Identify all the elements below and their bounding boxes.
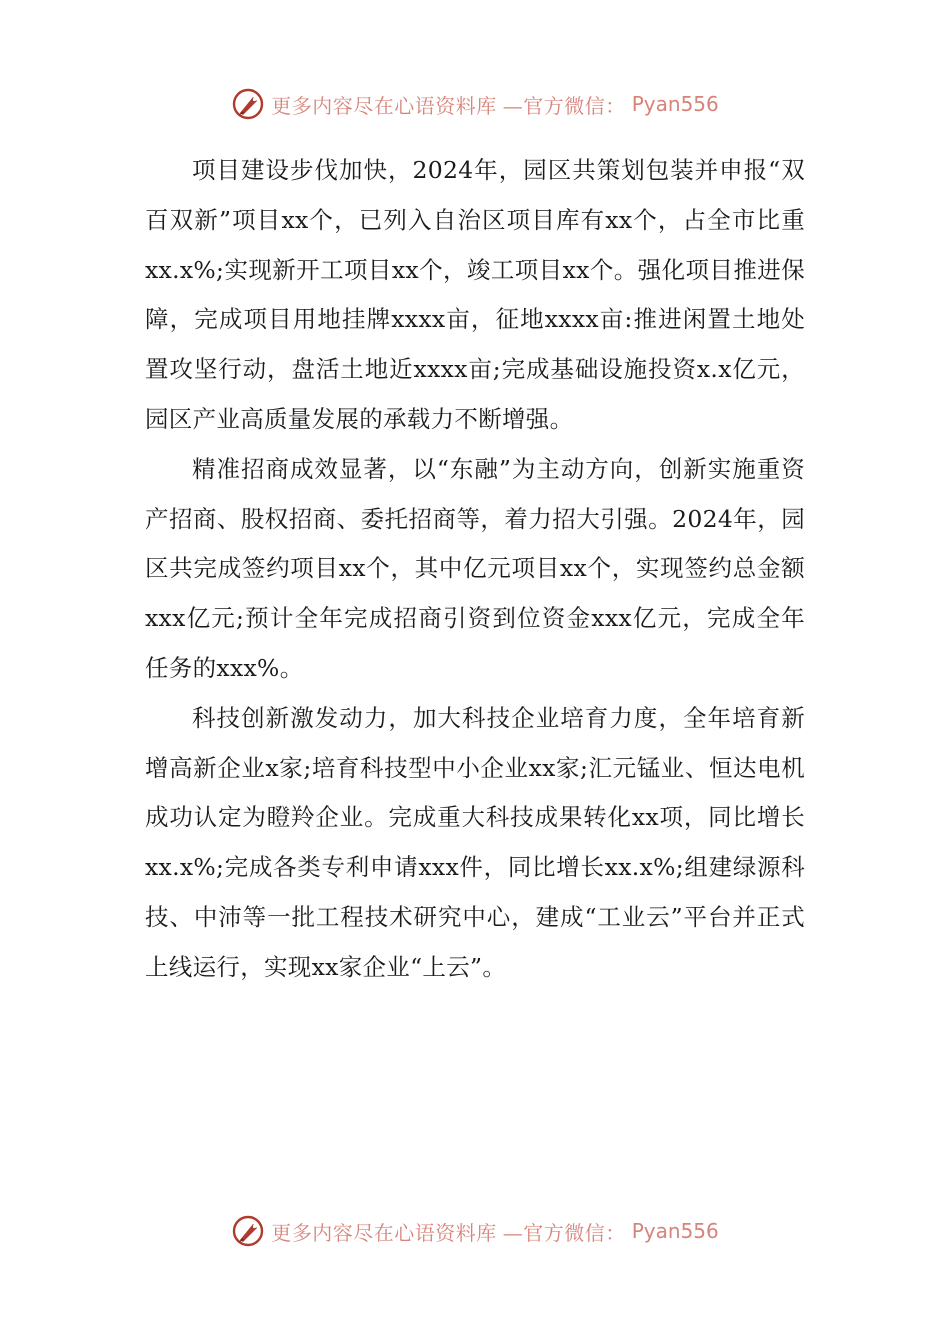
document-body [145,146,805,993]
page-footer-banner [0,1211,950,1251]
footer-banner-id: Pyan556 [631,1219,719,1243]
paragraph-investment-attraction: 精准招商成效显著，以“东融”为主动方向，创新实施重资产招商、股权招商、委托招商等，着力招大引强。2024年，园区共完成签约项目xx个，其中亿元项目xx个，实现签约总金额xxx亿元;预计全年完成招商引资到位资金xxx亿元，完成全年任务的xxx%。 [145,454,805,682]
header-banner-main: 更多内容尽在心语资料库 [271,93,497,118]
paragraph-project-construction: 项目建设步伐加快，2024年，园区共策划包装并申报“双百双新”项目xx个，已列入自治区项目库有xx个，占全市比重xx.x%;实现新开工项目xx个，竣工项目xx个。强化项目推进保障，完成项目用地挂牌xxxx亩，征地xxxx亩:推进闲置土地处置攻坚行动，盘活土地近xxxx亩;完成基础设施投资x.x亿元，园区产业高质量发展的承载力不断增强。 [145,156,805,433]
header-banner-id: Pyan556 [631,92,719,116]
footer-banner-main: 更多内容尽在心语资料库 [271,1220,497,1245]
pen-nib-logo-icon [231,1214,265,1248]
page-header-banner [0,84,950,124]
footer-banner-sep: —官方微信： [502,1220,626,1245]
header-banner-sep: —官方微信： [502,93,626,118]
pen-nib-logo-icon [231,87,265,121]
paragraph-tech-innovation: 科技创新激发动力，加大科技企业培育力度，全年培育新增高新企业x家;培育科技型中小企业xx家;汇元锰业、恒达电机成功认定为瞪羚企业。完成重大科技成果转化xx项，同比增长xx.x%;完成各类专利申请xxx件，同比增长xx.x%;组建绿源科技、中沛等一批工程技术研究中心，建成“工业云”平台并正式上线运行，实现xx家企业“上云”。 [145,703,805,981]
